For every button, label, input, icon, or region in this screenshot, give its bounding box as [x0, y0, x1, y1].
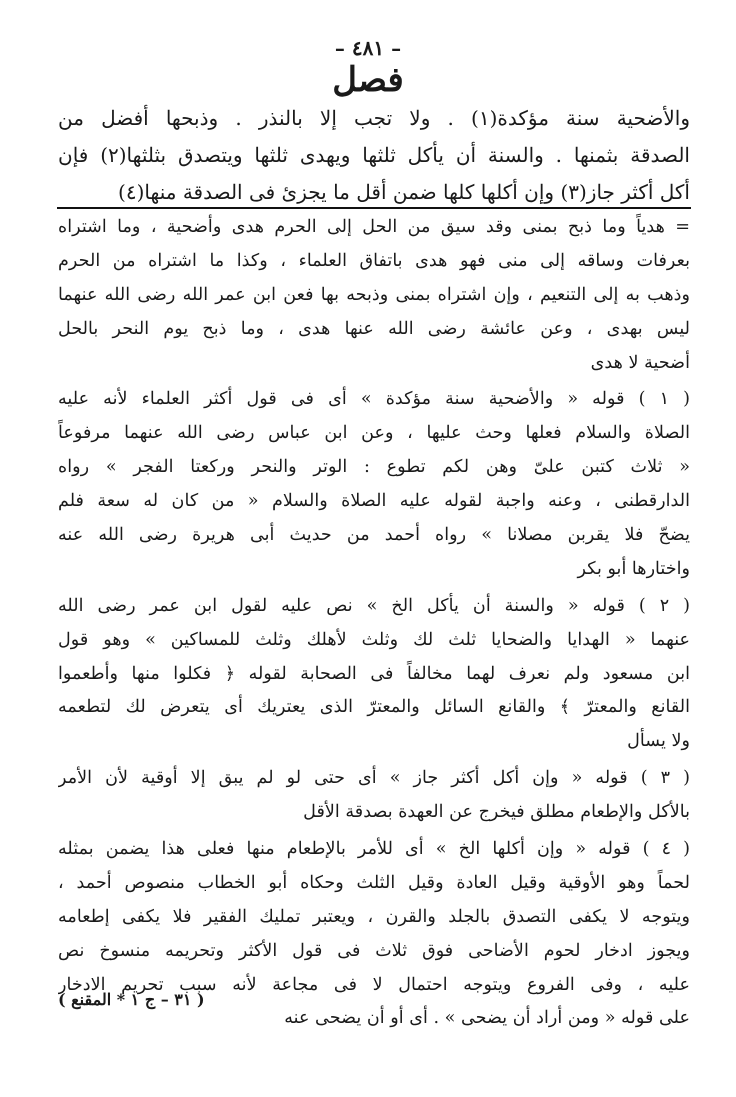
footnote-paragraph: [58, 212, 690, 381]
footnote-line: لحماً وهو الأوقية وقيل العادة وقيل الثلث وحكاه أبو الخطاب منصوص أحمد ،: [58, 872, 690, 893]
footnote-line: ( ٤ ) قوله « وإن أكلها الخ » أى للأمر بالإطعام منها فعلى هذا يضمن بمثله: [58, 839, 690, 860]
main-text-line: أكل أكثر جاز(٣) وإن أكلها كلها ضمن أقل ما يجزئ فى الصدقة منها(٤): [118, 180, 690, 204]
footnote-line: = هدياً وما ذبح بمنى وقد سيق من الحل إلى الحرم هدى وأضحية ، وما اشتراه: [58, 217, 690, 237]
footnote-line: بالأكل والإطعام مطلق فيخرج عن العهدة بصدقة الأقل: [303, 802, 690, 823]
footnote-line: ويتوجه لا يكفى التصدق بالجلد والقرن ، ويعتبر تمليك الفقير فلا يكفى إطعامه: [58, 906, 690, 927]
footnote-line: عليه ، وفى الفروع ويتوجه احتمال لا فى مجاعة لأنه سبب تحريم الادخار: [58, 974, 690, 995]
footnote-line: وذهب به إلى التنعيم ، وإن اشتراه بمنى وذبحه بها فعن ابن عمر الله رضى الله عنهما: [58, 284, 690, 305]
main-text-line: الصدقة بثمنها . والسنة أن يأكل ثلثها ويهدى ثلثها ويتصدق بثلثها(٢) فإن: [58, 143, 690, 167]
footer-signature: ( ٣١ – ج ١ * المقنع ): [58, 990, 205, 1009]
footnote-paragraph: [58, 763, 690, 831]
footnote-line: الصلاة والسلام فعلها وحث عليها ، وعن ابن عباس رضى الله عنهما مرفوعاً: [58, 423, 690, 444]
footnote-line: واختارها أبو بكر: [577, 558, 690, 579]
footnote-line: على قوله « ومن أراد أن يضحى » . أى أو أن يضحى عنه: [284, 1008, 690, 1029]
main-text-line: والأضحية سنة مؤكدة(١) . ولا تجب إلا بالنذر . وذبحها أفضل من: [58, 106, 690, 130]
footnote-line: أضحية لا هدى: [590, 352, 690, 373]
footnote-paragraph: [58, 591, 690, 760]
section-heading: فصل: [332, 60, 404, 100]
footnote-line: ( ١ ) قوله « والأضحية سنة مؤكدة » أى فى قول أكثر العلماء لأنه عليه: [58, 389, 690, 410]
footnote-line: يضحّ فلا يقربن مصلانا » رواه أحمد من حديث أبى هريرة رضى الله عنه: [58, 525, 690, 546]
footnote-line: ولا يسأل: [627, 731, 690, 752]
footnote-line: ( ٣ ) قوله « وإن أكل أكثر جاز » أى حتى لو لم يبق إلا أوقية لأن الأمر: [58, 768, 690, 789]
footnote-line: ويجوز ادخار لحوم الأضاحى فوق ثلاث فى قول الأكثر وتحريمه منسوخ نص: [58, 940, 690, 961]
footnote-line: ابن مسعود ولم نعرف لهما مخالفاً فى الصحابة لقوله ﴿ فكلوا منها وأطعموا: [58, 663, 690, 684]
footnote-line: ( ٢ ) قوله « والسنة أن يأكل الخ » نص عليه لقول ابن عمر رضى الله: [58, 595, 690, 616]
main-text: [58, 100, 690, 211]
footnote-line: عنهما « الهدايا والضحايا ثلث لك وثلث لأهلك وثلث للمساكين » وهو قول: [58, 629, 690, 650]
footnote-divider: [57, 207, 691, 209]
footnote-line: القانع والمعترّ ﴾ والقانع السائل والمعترّ الذى يعتريك أى يتعرض لك لتطعمه: [58, 697, 690, 718]
page-number: – ٤٨١ –: [334, 36, 402, 60]
footnote-line: « ثلاث كتبن علىّ وهن لكم تطوع : الوتر والنحر وركعتا الفجر » رواه: [58, 457, 690, 478]
footnote-line: بعرفات وساقه إلى منى فهو هدى باتفاق العلماء ، وكذا ما اشتراه من الحرم: [58, 250, 690, 271]
footnote-line: الدارقطنى ، وعنه واجبة لقوله عليه الصلاة والسلام « من كان له سعة فلم: [58, 491, 690, 512]
footnote-paragraph: [58, 384, 690, 587]
footnote-line: ليس بهدى ، وعن عائشة رضى الله عنها هدى ، وما ذبح يوم النحر بالحل: [58, 318, 690, 339]
footnotes: [58, 212, 690, 1037]
